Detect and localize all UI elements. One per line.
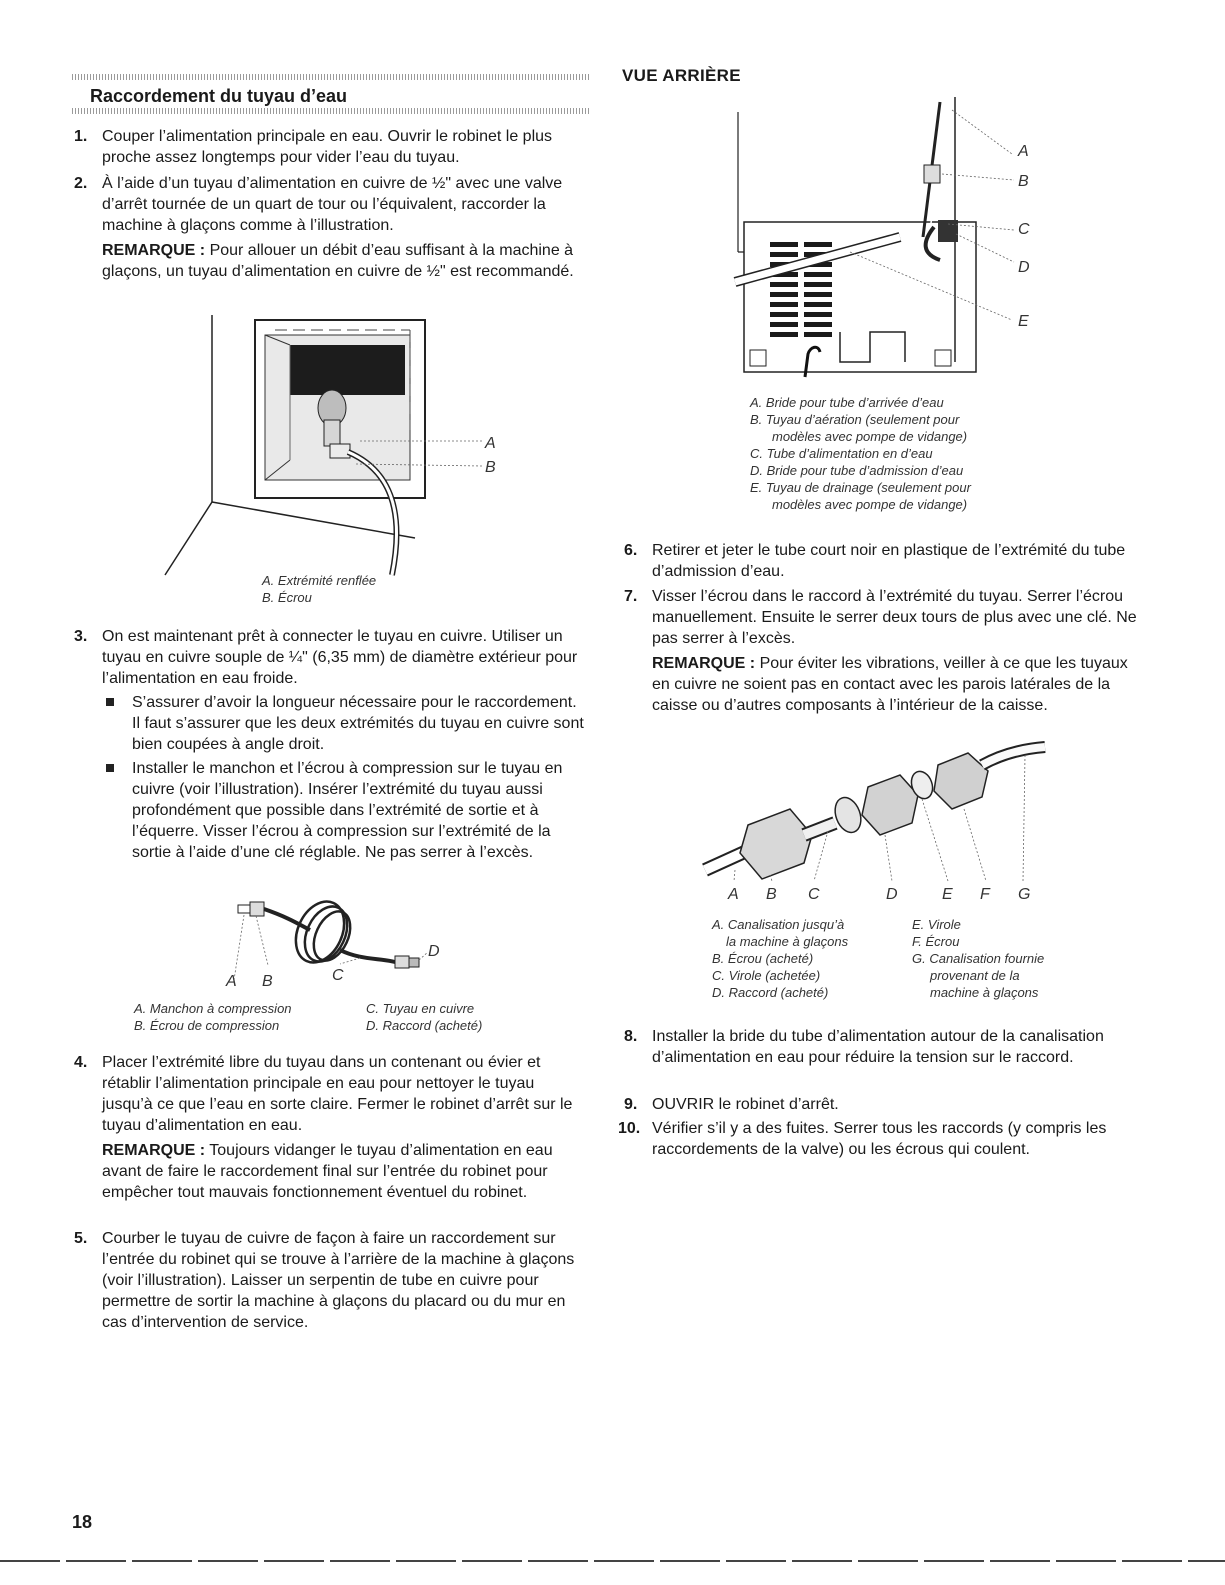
- header-rule-top: [72, 74, 590, 80]
- caption-line: A. Manchon à compression: [134, 1001, 292, 1016]
- callout-letter: B: [262, 973, 273, 990]
- step-text: Vérifier s’il y a des fuites. Serrer tous les raccords (y compris les raccordements de la valve) ou les écrous qui coulent.: [652, 1120, 1107, 1158]
- callout-letter: F: [980, 886, 990, 903]
- page-number: 18: [72, 1512, 93, 1532]
- callout-letter: B: [766, 886, 777, 903]
- caption-line: C. Tube d’alimentation en d’eau: [750, 446, 933, 461]
- caption-line: C. Tuyau en cuivre: [366, 1001, 475, 1016]
- note: [102, 1140, 587, 1203]
- header-rule-bottom: [72, 108, 590, 114]
- step-text: On est maintenant prêt à connecter le tuyau en cuivre. Utiliser un tuyau en cuivre souple de ¼" (6,35 mm) de diamètre extérieur pour l’alimentation en eau froide.: [102, 628, 578, 687]
- callout-letter: A: [485, 435, 496, 452]
- note-label: REMARQUE :: [102, 242, 206, 259]
- step-text: Placer l’extrémité libre du tuyau dans un contenant ou évier et rétablir l’alimentation principale en eau pour nettoyer le tuyau jusqu’à ce que l’eau en sorte claire. Fermer le robinet d’arrêt sur le tuyau d’alimentation en eau.: [102, 1054, 573, 1134]
- outlet-illustration: [160, 310, 500, 590]
- callout-letter: B: [1018, 173, 1029, 190]
- caption-line: B. Écrou de compression: [134, 1018, 280, 1033]
- step-6: [624, 540, 1137, 582]
- step-number: 8.: [624, 1028, 638, 1045]
- caption-line: machine à glaçons: [930, 985, 1039, 1000]
- callout-letter: C: [808, 886, 820, 903]
- caption-line: A. Bride pour tube d’arrivée d’eau: [750, 395, 944, 410]
- step-number: 6.: [624, 542, 638, 559]
- caption-line: D. Raccord (acheté): [712, 985, 829, 1000]
- step-number: 3.: [74, 628, 88, 645]
- step-text: À l’aide d’un tuyau d’alimentation en cuivre de ½" avec une valve d’arrêt tournée de un quart de tour ou l’équivalent, raccorder la machine à glaçons comme à l’illustration.: [102, 175, 563, 234]
- caption-line: C. Virole (achetée): [712, 968, 821, 983]
- fittings-illustration: [700, 735, 1060, 905]
- step-7: [624, 586, 1137, 716]
- caption-line: E. Virole: [912, 917, 961, 932]
- caption-line: G. Canalisation fournie: [912, 951, 1045, 966]
- step-text: Visser l’écrou dans le raccord à l’extrémité du tuyau. Serrer l’écrou manuellement. Ensuite le serrer deux tours de plus avec une clé. Ne pas serrer à l’excès.: [652, 588, 1137, 647]
- fittings-caption-left: [712, 916, 848, 1001]
- callout-letter: E: [942, 886, 953, 903]
- copper-coil-illustration: [210, 890, 470, 990]
- caption-line: provenant de la: [930, 968, 1020, 983]
- callout-letter: C: [332, 967, 344, 984]
- caption-line: B. Écrou: [262, 590, 312, 605]
- caption-line: la machine à glaçons: [726, 934, 849, 949]
- step-number: 9.: [624, 1096, 638, 1113]
- callout-letter: A: [1018, 143, 1029, 160]
- step-text: Courber le tuyau de cuivre de façon à faire un raccordement sur l’entrée du robinet qui se trouve à l’arrière de la machine à glaçons (voir l’illustration). Laisser un serpentin de tube en cuivre pour permettre de sortir la machine à glaçons du placard ou du mur en cas d’intervention de service.: [102, 1230, 575, 1331]
- fittings-caption-right: [912, 916, 1044, 1001]
- note-text: Toujours vidanger le tuyau d’alimentation en eau avant de faire le raccordement final sur l’entrée du robinet pour empêcher tout mauvais fonctionnement éventuel du robinet.: [102, 1142, 553, 1201]
- section-title: Raccordement du tuyau d’eau: [90, 86, 348, 106]
- note: [652, 653, 1137, 716]
- rear-view-illustration: [730, 92, 1050, 382]
- step-1: [74, 126, 587, 168]
- step-number: 1.: [74, 128, 88, 145]
- step-number: 5.: [74, 1230, 88, 1247]
- callout-letter: G: [1018, 886, 1031, 903]
- callout-letter: D: [886, 886, 898, 903]
- callout-letter: C: [1018, 221, 1030, 238]
- note-label: REMARQUE :: [102, 1142, 206, 1159]
- step-10: [618, 1118, 1137, 1160]
- bullet-item: Installer le manchon et l’écrou à compression sur le tuyau en cuivre (voir l’illustration). Insérer l’extrémité du tuyau aussi profondément que possible dans l’extrémité de sortie et à l’équerre. Visser l’écrou à compression sur l’extrémité de la sortie à l’aide d’une clé réglable. Ne pas serrer à l’excès.: [102, 758, 587, 863]
- note-label: REMARQUE :: [652, 655, 756, 672]
- caption-line: A. Canalisation jusqu’à: [712, 917, 845, 932]
- bullet-list: [102, 692, 587, 863]
- step-number: 2.: [74, 175, 88, 192]
- step-text: Couper l’alimentation principale en eau. Ouvrir le robinet le plus proche assez longtemps pour vider l’eau du tuyau.: [102, 128, 553, 166]
- step-2: [74, 173, 587, 282]
- callout-letter: A: [226, 973, 237, 990]
- step-4: [74, 1052, 587, 1203]
- step-3: [74, 626, 587, 865]
- callout-letter: D: [1018, 259, 1030, 276]
- bullet-item: S’assurer d’avoir la longueur nécessaire pour le raccordement. Il faut s’assurer que les deux extrémités du tuyau en cuivre sont bien coupées à angle droit.: [102, 692, 587, 755]
- step-number: 4.: [74, 1054, 88, 1071]
- coil-caption-right: [366, 1000, 482, 1034]
- note-text: Pour allouer un débit d’eau suffisant à la machine à glaçons, un tuyau d’alimentation en cuivre de ½" est recommandé.: [102, 242, 574, 280]
- rear-view-caption: [750, 394, 971, 513]
- step-5: [74, 1228, 587, 1333]
- caption-line: B. Tuyau d’aération (seulement pour: [750, 412, 960, 427]
- caption-line: D. Bride pour tube d’admission d’eau: [750, 463, 964, 478]
- coil-caption-left: [134, 1000, 292, 1034]
- caption-line: A. Extrémité renflée: [262, 573, 377, 588]
- step-number: 7.: [624, 588, 638, 605]
- rear-view-title: VUE ARRIÈRE: [622, 66, 741, 85]
- step-9: [624, 1094, 1137, 1115]
- step-number: 10.: [618, 1120, 641, 1137]
- callout-letter: D: [428, 943, 440, 960]
- step-text: Installer la bride du tube d’alimentation autour de la canalisation d’alimentation en eau pour réduire la tension sur le raccord.: [652, 1028, 1104, 1066]
- step-8: [624, 1026, 1137, 1068]
- caption-line: modèles avec pompe de vidange): [772, 429, 968, 444]
- callout-letter: A: [728, 886, 739, 903]
- bottom-rule: [0, 1560, 1225, 1562]
- step-text: OUVRIR le robinet d’arrêt.: [652, 1096, 839, 1113]
- caption-line: D. Raccord (acheté): [366, 1018, 483, 1033]
- caption-line: F. Écrou: [912, 934, 960, 949]
- caption-line: E. Tuyau de drainage (seulement pour: [750, 480, 971, 495]
- callout-letter: E: [1018, 313, 1029, 330]
- note: [102, 240, 587, 282]
- callout-letter: B: [485, 459, 496, 476]
- note-text: Pour éviter les vibrations, veiller à ce que les tuyaux en cuivre ne soient pas en contact avec les parois latérales de la caisse ou d’autres composants à l’intérieur de la caisse.: [652, 655, 1128, 714]
- caption-line: modèles avec pompe de vidange): [772, 497, 968, 512]
- step-text: Retirer et jeter le tube court noir en plastique de l’extrémité du tube d’admission d’eau.: [652, 542, 1126, 580]
- caption-line: B. Écrou (acheté): [712, 951, 814, 966]
- outlet-caption: [262, 572, 376, 606]
